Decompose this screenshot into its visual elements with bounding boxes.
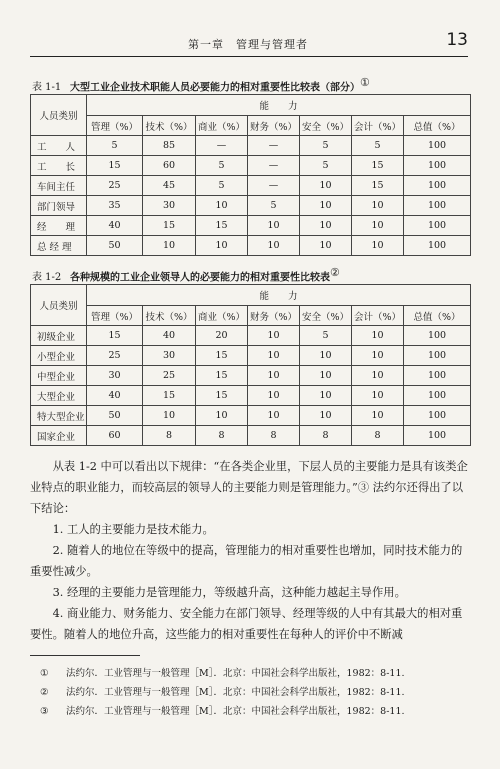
table-cell: 100 — [404, 236, 471, 256]
table-cell: 10 — [300, 196, 352, 216]
table-cell: 15 — [352, 176, 404, 196]
table2-col-header: 技术（%） — [143, 306, 196, 326]
table-cell: 100 — [404, 366, 471, 386]
table-cell: 10 — [248, 326, 300, 346]
table-cell: 15 — [143, 386, 196, 406]
conclusion-1: 1. 工人的主要能力是技术能力。 — [52, 523, 214, 536]
table2-col-header: 财务（%） — [248, 306, 300, 326]
table-row — [31, 426, 471, 446]
table-cell: 30 — [143, 346, 196, 366]
table-cell: 10 — [352, 406, 404, 426]
table-cell: 10 — [300, 176, 352, 196]
row-label: 工 长 — [31, 156, 87, 176]
row-label: 车间主任 — [31, 176, 87, 196]
table-cell: 10 — [143, 236, 196, 256]
table-cell: 10 — [196, 236, 248, 256]
conclusion-2: 2. 随着人的地位在等级中的提高，管理能力的相对重要性也增加，同时技术能力的重要性减少。 — [30, 544, 463, 578]
table-cell: 10 — [352, 236, 404, 256]
table-cell: 40 — [87, 216, 143, 236]
footnote-text: 法约尔．工业管理与一般管理［M］．北京：中国社会科学出版社，1982：8-11. — [66, 706, 405, 717]
table-cell: 30 — [143, 196, 196, 216]
table1-col-header: 技术（%） — [143, 116, 196, 136]
table-cell: 10 — [300, 406, 352, 426]
table-cell: 100 — [404, 346, 471, 366]
table-cell: 100 — [404, 176, 471, 196]
table-cell: 10 — [248, 216, 300, 236]
table-cell: 10 — [248, 386, 300, 406]
table-cell: 15 — [352, 156, 404, 176]
table-cell: 25 — [87, 176, 143, 196]
row-label: 大型企业 — [31, 386, 87, 406]
table1-stub-header: 人员类别 — [31, 95, 87, 136]
intro-paragraph: 从表 1-2 中可以看出以下规律：“在各类企业里，下层人员的主要能力是具有该类企业特点的职业能力，而较高层的领导人的主要能力则是管理能力。”③ 法约尔还得出了以下结论： — [30, 460, 468, 515]
table-cell: 15 — [196, 346, 248, 366]
table-cell: 10 — [352, 366, 404, 386]
table-cell: 100 — [404, 386, 471, 406]
table-cell: 50 — [87, 236, 143, 256]
body-text — [30, 456, 470, 645]
table-cell: 25 — [87, 346, 143, 366]
table1-col-header: 总值（%） — [404, 116, 471, 136]
table2-title: 各种规模的工业企业领导人的必要能力的相对重要性比较表 — [70, 272, 330, 284]
table-cell: 10 — [300, 366, 352, 386]
table-cell: 10 — [352, 346, 404, 366]
table-cell: 50 — [87, 406, 143, 426]
table-cell: 100 — [404, 136, 471, 156]
table1-group-header: 能 力 — [87, 95, 471, 116]
row-label: 部门领导 — [31, 196, 87, 216]
table2-col-header: 总值（%） — [404, 306, 471, 326]
table2-note-mark: ② — [330, 266, 340, 279]
table1-col-header: 财务（%） — [248, 116, 300, 136]
table-cell: — — [248, 176, 300, 196]
table-cell: 15 — [196, 216, 248, 236]
row-label: 初级企业 — [31, 326, 87, 346]
footnote-rule — [30, 655, 140, 656]
conclusion-4: 4. 商业能力、财务能力、安全能力在部门领导、经理等级的人中有其最大的相对重要性。随着人的地位升高，这些能力的相对重要性在每种人的评价中不断减 — [30, 607, 463, 641]
table-cell: 15 — [87, 326, 143, 346]
table-cell: 100 — [404, 196, 471, 216]
table2-stub-header: 人员类别 — [31, 285, 87, 326]
table-cell: 45 — [143, 176, 196, 196]
table-cell: 10 — [352, 326, 404, 346]
table-cell: 100 — [404, 216, 471, 236]
table1-caption — [32, 76, 370, 93]
table-cell: 100 — [404, 426, 471, 446]
table-cell: 15 — [87, 156, 143, 176]
table1-col-header: 会计（%） — [352, 116, 404, 136]
table1-title: 大型工业企业技术职能人员必要能力的相对重要性比较表（部分） — [70, 82, 360, 94]
table-cell: 40 — [143, 326, 196, 346]
table-row — [31, 366, 471, 386]
table-row — [31, 196, 471, 216]
table-cell: 10 — [352, 386, 404, 406]
table-row — [31, 176, 471, 196]
table-cell: 85 — [143, 136, 196, 156]
table-cell: 40 — [87, 386, 143, 406]
row-label: 经 理 — [31, 216, 87, 236]
table-cell: 8 — [248, 426, 300, 446]
row-label: 小型企业 — [31, 346, 87, 366]
footnotes — [40, 664, 405, 721]
running-header — [30, 30, 468, 57]
row-label: 总 经 理 — [31, 236, 87, 256]
table-cell: 100 — [404, 406, 471, 426]
table2-col-header: 管理（%） — [87, 306, 143, 326]
table-row — [31, 156, 471, 176]
table-cell: 20 — [196, 326, 248, 346]
table1-col-header: 安全（%） — [300, 116, 352, 136]
table-cell: — — [248, 156, 300, 176]
table-cell: 15 — [143, 216, 196, 236]
table-cell: 15 — [196, 366, 248, 386]
table-cell: 5 — [300, 156, 352, 176]
table-cell: 60 — [143, 156, 196, 176]
table-row — [31, 386, 471, 406]
table-cell: — — [196, 136, 248, 156]
table-cell: 5 — [196, 156, 248, 176]
table2 — [30, 284, 471, 446]
table2-col-header: 安全（%） — [300, 306, 352, 326]
row-label: 工 人 — [31, 136, 87, 156]
table1-col-header: 管理（%） — [87, 116, 143, 136]
table1-col-header: 商业（%） — [196, 116, 248, 136]
table-cell: 100 — [404, 326, 471, 346]
table-cell: 25 — [143, 366, 196, 386]
table-cell: 10 — [300, 236, 352, 256]
table-cell: 10 — [300, 346, 352, 366]
table-cell: 10 — [300, 386, 352, 406]
table-cell: 5 — [87, 136, 143, 156]
table-cell: 5 — [248, 196, 300, 216]
table-row — [31, 236, 471, 256]
table-cell: 30 — [87, 366, 143, 386]
table-cell: 10 — [143, 406, 196, 426]
table-cell: 100 — [404, 156, 471, 176]
table1-number: 表 1-1 — [32, 82, 62, 94]
table2-col-header: 会计（%） — [352, 306, 404, 326]
table-cell: 8 — [300, 426, 352, 446]
table-cell: 8 — [143, 426, 196, 446]
table-cell: 5 — [300, 326, 352, 346]
conclusion-3: 3. 经理的主要能力是管理能力，等级越升高，这种能力越起主导作用。 — [52, 586, 406, 599]
table-cell: 10 — [300, 216, 352, 236]
table-cell: 60 — [87, 426, 143, 446]
table2-group-header: 能 力 — [87, 285, 471, 306]
footnote-text: 法约尔．工业管理与一般管理［M］．北京：中国社会科学出版社，1982：8-11. — [66, 687, 405, 698]
row-label: 特大型企业 — [31, 406, 87, 426]
table2-number: 表 1-2 — [32, 272, 62, 284]
table-row — [31, 216, 471, 236]
chapter-title: 第一章 管理与管理者 — [188, 38, 308, 51]
table2-caption — [32, 266, 340, 283]
table-cell: 35 — [87, 196, 143, 216]
footnote-2 — [40, 683, 405, 702]
table-cell: 5 — [352, 136, 404, 156]
table1-note-mark: ① — [360, 76, 370, 89]
table-cell: 10 — [248, 406, 300, 426]
footnote-mark: ① — [40, 668, 49, 679]
table-cell: 10 — [352, 196, 404, 216]
table2-col-header: 商业（%） — [196, 306, 248, 326]
table-cell: — — [248, 136, 300, 156]
table-cell: 8 — [196, 426, 248, 446]
footnote-3 — [40, 702, 405, 721]
footnote-mark: ② — [40, 687, 49, 698]
table-row — [31, 406, 471, 426]
table-cell: 8 — [352, 426, 404, 446]
table-cell: 10 — [248, 346, 300, 366]
page-number: 13 — [446, 30, 468, 50]
footnote-text: 法约尔．工业管理与一般管理［M］．北京：中国社会科学出版社，1982：8-11. — [66, 668, 405, 679]
table-cell: 5 — [300, 136, 352, 156]
table-row — [31, 346, 471, 366]
table-cell: 10 — [248, 236, 300, 256]
table-row — [31, 136, 471, 156]
row-label: 中型企业 — [31, 366, 87, 386]
table-cell: 15 — [196, 386, 248, 406]
table-cell: 10 — [248, 366, 300, 386]
table-cell: 10 — [352, 216, 404, 236]
footnote-mark: ③ — [40, 706, 49, 717]
table-cell: 10 — [196, 406, 248, 426]
table-cell: 5 — [196, 176, 248, 196]
footnote-1 — [40, 664, 405, 683]
table-row — [31, 326, 471, 346]
table1 — [30, 94, 471, 256]
row-label: 国家企业 — [31, 426, 87, 446]
table-cell: 10 — [196, 196, 248, 216]
